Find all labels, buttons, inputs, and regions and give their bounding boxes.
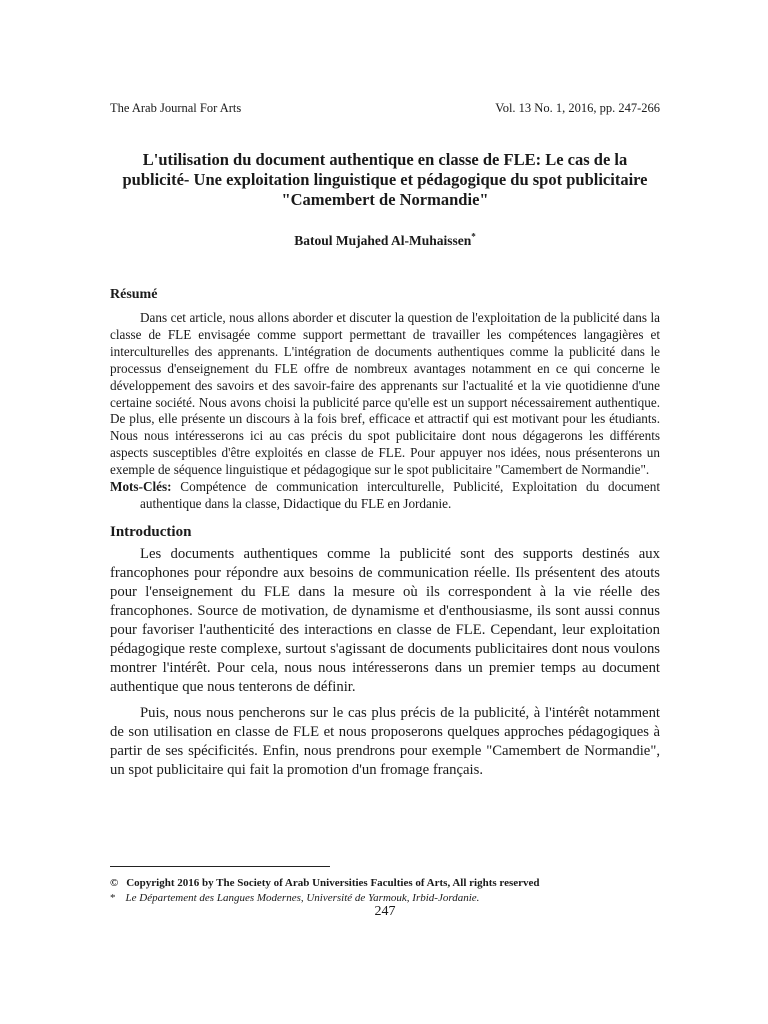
affiliation-text: Le Département des Langues Modernes, Université de Yarmouk, Irbid-Jordanie.: [125, 892, 480, 904]
journal-page: [110, 100, 660, 919]
copyright-footnote: [110, 876, 660, 891]
footnote-divider: [110, 866, 330, 867]
keywords: [110, 479, 660, 513]
copyright-text: Copyright 2016 by The Society of Arab Universities Faculties of Arts, All rights reserved: [126, 877, 540, 889]
keywords-text: Compétence de communication interculturelle, Publicité, Exploitation du document authentique dans la classe, Didactique du FLE en Jordanie.: [140, 479, 660, 511]
resume-text: Dans cet article, nous allons aborder et discuter la question de l'exploitation de la publicité dans la classe de FLE envisagée comme support permettant de travailler les compétences langagières et interculturelles des apprenants. L'intégration de documents authentiques comme la publicité dans le processus d'enseignement du FLE offre de nombreux avantages notamment en ce qui concerne le développement des savoirs et des savoir-faire des apprenants sur l'actualité et la vie quotidienne d'une certaine société. Nous avons choisi la publicité parce qu'elle est un support nécessairement authentique. De plus, elle présente un discours à la fois bref, efficace et attractif qui est motivant pour les étudiants. Nous nous intéresserons ici au cas précis du spot publicitaire dont nous dégagerons les différents aspects susceptibles d'être exploités en classe de FLE. Pour appuyer nos idées, nous présenterons un exemple de séquence linguistique et pédagogique sur le spot publicitaire "Camembert de Normandie".: [110, 310, 660, 478]
running-head: [110, 100, 660, 116]
footnotes: [110, 876, 660, 906]
resume-heading: Résumé: [110, 287, 158, 302]
copyright-symbol: ©: [110, 877, 119, 889]
introduction-paragraph-2: Puis, nous nous pencherons sur le cas plus précis de la publicité, à l'intérêt notamment de son utilisation en classe de FLE et nous proposerons quelques approches pédagogiques à partir de ses spécificités. Enfin, nous prendrons pour exemple "Camembert de Normandie", un spot publicitaire qui fait la promotion d'un fromage français.: [110, 704, 660, 778]
introduction-paragraph-1: Les documents authentiques comme la publicité sont des supports destinés aux francophones pour répondre aux besoins de communication réelle. Ils présentent des atouts pour l'enseignement du FLE dans la mesure où ils correspondent à la vie réelle des francophones. Source de motivation, de dynamisme et d'enthousiasme, ils sont aussi connus pour favoriser l'authenticité des interactions en classe de FLE. Cependant, leur exploitation pédagogique reste complexe, surtout s'agissant de documents publicitaires dont nous voulons montrer l'intérêt. Pour cela, nous nous intéresserons dans un premier temps au document authentique que nous tenterons de définir.: [110, 545, 660, 695]
author-footnote-mark: *: [471, 231, 476, 242]
page-number: 247: [374, 904, 396, 919]
journal-name: The Arab Journal For Arts: [110, 101, 242, 115]
author-name: Batoul Mujahed Al-Muhaissen: [294, 233, 472, 248]
affiliation-mark: *: [110, 892, 116, 904]
volume-info: Vol. 13 No. 1, 2016, pp. 247-266: [495, 101, 660, 115]
introduction-heading: Introduction: [110, 523, 192, 540]
article-title: L'utilisation du document authentique en classe de FLE: Le cas de la publicité- Une exploitation linguistique et pédagogique du spot publicitaire "Camembert de Normandie": [122, 150, 648, 209]
keywords-label: Mots-Clés:: [110, 479, 172, 495]
author-line: [110, 232, 660, 250]
